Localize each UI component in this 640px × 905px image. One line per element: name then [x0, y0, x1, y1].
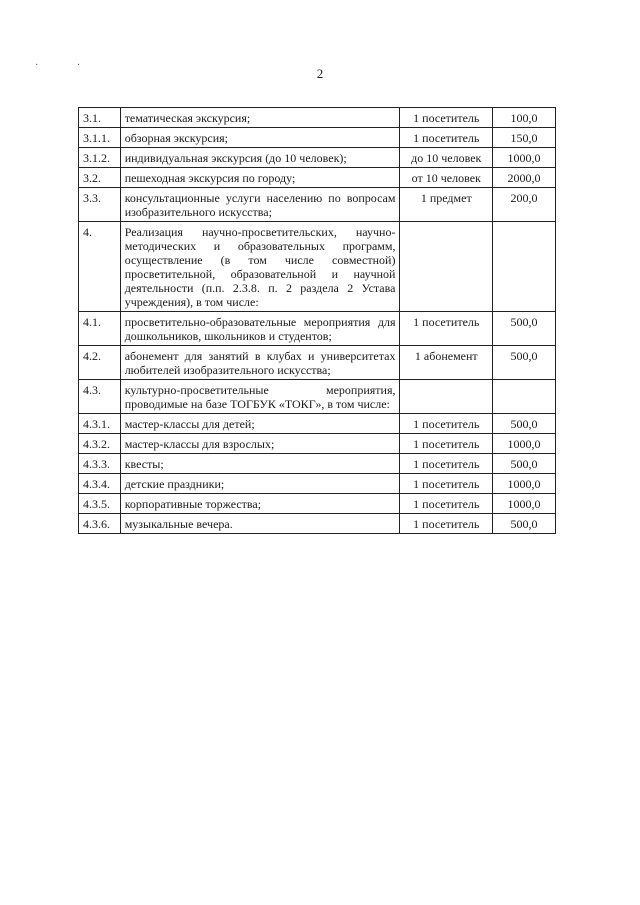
service-name: пешеходная экскурсия по городу; — [120, 168, 400, 188]
unit-of-measure: 1 посетитель — [400, 128, 493, 148]
row-number: 3.3. — [79, 188, 121, 222]
unit-of-measure: 1 посетитель — [400, 474, 493, 494]
service-name: тематическая экскурсия; — [120, 108, 400, 128]
row-number: 4.3. — [79, 380, 121, 414]
row-number: 4.1. — [79, 312, 121, 346]
unit-of-measure — [400, 222, 493, 312]
table-row — [79, 414, 556, 434]
price: 150,0 — [493, 128, 556, 148]
row-number: 3.1.1. — [79, 128, 121, 148]
price: 200,0 — [493, 188, 556, 222]
price: 1000,0 — [493, 434, 556, 454]
service-name: Реализация научно-просветительских, научно-методических и образовательных программ, осуществление (в том числе совместной) просветительной, образовательной и научной деятельности (п.п. 2.3.8. п. 2 раздела 2 Устава учреждения), в том числе: — [120, 222, 400, 312]
service-name: абонемент для занятий в клубах и университетах любителей изобразительного искусства; — [120, 346, 400, 380]
unit-of-measure: 1 абонемент — [400, 346, 493, 380]
unit-of-measure: до 10 человек — [400, 148, 493, 168]
row-number: 4.3.2. — [79, 434, 121, 454]
row-number: 3.1. — [79, 108, 121, 128]
price: 500,0 — [493, 414, 556, 434]
service-name: культурно-просветительные мероприятия, проводимые на базе ТОГБУК «ТОКГ», в том числе: — [120, 380, 400, 414]
price: 100,0 — [493, 108, 556, 128]
row-number: 4. — [79, 222, 121, 312]
row-number: 4.3.4. — [79, 474, 121, 494]
table-row — [79, 474, 556, 494]
price: 500,0 — [493, 514, 556, 534]
service-name: квесты; — [120, 454, 400, 474]
row-number: 4.3.1. — [79, 414, 121, 434]
page-number: 2 — [316, 66, 324, 81]
unit-of-measure: 1 предмет — [400, 188, 493, 222]
table-row — [79, 380, 556, 414]
service-name: корпоративные торжества; — [120, 494, 400, 514]
price — [493, 222, 556, 312]
service-name: индивидуальная экскурсия (до 10 человек); — [120, 148, 400, 168]
scan-marks: · · — [35, 60, 99, 71]
row-number: 4.2. — [79, 346, 121, 380]
price: 500,0 — [493, 346, 556, 380]
table-row — [79, 108, 556, 128]
unit-of-measure: 1 посетитель — [400, 434, 493, 454]
price: 1000,0 — [493, 148, 556, 168]
table-row — [79, 168, 556, 188]
table-row — [79, 148, 556, 168]
price: 500,0 — [493, 454, 556, 474]
unit-of-measure: 1 посетитель — [400, 454, 493, 474]
table-row — [79, 434, 556, 454]
table-row — [79, 494, 556, 514]
unit-of-measure: 1 посетитель — [400, 514, 493, 534]
row-number: 4.3.5. — [79, 494, 121, 514]
service-name: просветительно-образовательные мероприятия для дошкольников, школьников и студентов; — [120, 312, 400, 346]
unit-of-measure — [400, 380, 493, 414]
unit-of-measure: 1 посетитель — [400, 312, 493, 346]
service-name: музыкальные вечера. — [120, 514, 400, 534]
service-name: консультационные услуги населению по вопросам изобразительного искусства; — [120, 188, 400, 222]
price: 500,0 — [493, 312, 556, 346]
table-row — [79, 514, 556, 534]
service-name: детские праздники; — [120, 474, 400, 494]
row-number: 3.1.2. — [79, 148, 121, 168]
unit-of-measure: 1 посетитель — [400, 494, 493, 514]
row-number: 3.2. — [79, 168, 121, 188]
service-name: обзорная экскурсия; — [120, 128, 400, 148]
table-row — [79, 128, 556, 148]
row-number: 4.3.6. — [79, 514, 121, 534]
services-price-table — [78, 107, 556, 534]
price: 1000,0 — [493, 494, 556, 514]
price: 1000,0 — [493, 474, 556, 494]
service-name: мастер-классы для детей; — [120, 414, 400, 434]
table-row — [79, 454, 556, 474]
table-row — [79, 312, 556, 346]
row-number: 4.3.3. — [79, 454, 121, 474]
service-name: мастер-классы для взрослых; — [120, 434, 400, 454]
unit-of-measure: от 10 человек — [400, 168, 493, 188]
unit-of-measure: 1 посетитель — [400, 414, 493, 434]
price: 2000,0 — [493, 168, 556, 188]
price — [493, 380, 556, 414]
table-row — [79, 188, 556, 222]
table-row — [79, 222, 556, 312]
table-row — [79, 346, 556, 380]
unit-of-measure: 1 посетитель — [400, 108, 493, 128]
